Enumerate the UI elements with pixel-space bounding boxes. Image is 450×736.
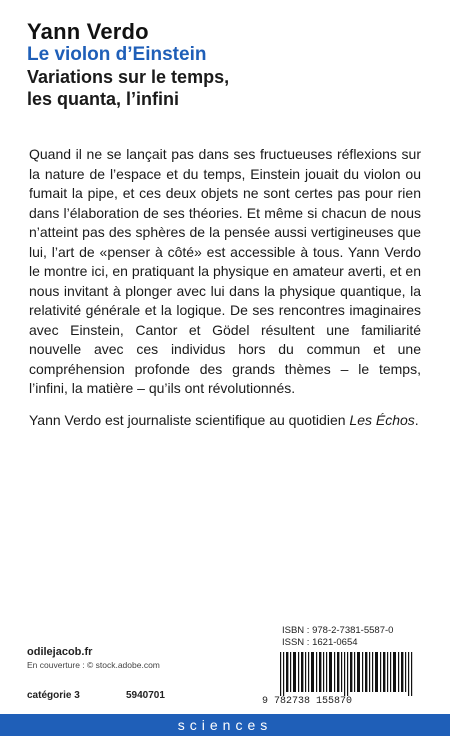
category-band [0, 714, 450, 736]
publisher-website[interactable]: odilejacob.fr [27, 646, 93, 658]
author-name: Yann Verdo [27, 19, 149, 44]
publication-name: Les Échos [349, 412, 415, 428]
author-note [29, 411, 421, 431]
category-band-label: sciences [177, 717, 273, 733]
isbn-line: ISBN : 978-2-7381-5587-0 [282, 625, 394, 636]
category-label: catégorie 3 [27, 690, 80, 701]
subtitle-line-1: Variations sur le temps, [27, 67, 230, 87]
isbn-block [282, 625, 393, 649]
author-note-end: . [414, 412, 419, 428]
product-code: 5940701 [126, 690, 165, 701]
issn-line: ISSN : 1621-0654 [282, 637, 358, 648]
book-title: Le violon d’Einstein [27, 44, 207, 65]
blurb [29, 145, 421, 419]
cover-credit: En couverture : © stock.adobe.com [27, 660, 160, 670]
author-note-text: Yann Verdo est journaliste scientifique au quotidien [29, 412, 346, 428]
publisher-info [27, 646, 160, 670]
subtitle-line-2: les quanta, l’infini [27, 89, 180, 109]
barcode-icon [280, 652, 420, 697]
header [27, 20, 229, 110]
barcode-digits: 9 782738 155870 [262, 696, 424, 707]
blurb-paragraph: Quand il ne se lançait pas dans ses fructueuses réflexions sur la nature de l’espace et du temps, Einstein jouait du violon ou fumait la pipe, et ces deux objets ne sont certes pas pour rien dans l’élaboration de ses théories. Et même si chacun de nous n’atteint pas des sphères de la pensée aussi vertigineuses que lui, l’art de «penser à côté» est accessible à tous. Yann Verdo le montre ici, en pratiquant la physique en amateur averti, et en nous invitant à plonger avec lui dans la physique quantique, la relativité générale et la logique. De ses rencontres imaginaires avec Einstein, Cantor et Gödel résultent une familiarité nouvelle avec ces individus hors du commun et une compréhension profonde des grands thèmes – le temps, l’infini, la matière – qu’ils ont révolutionnés. [29, 146, 421, 396]
